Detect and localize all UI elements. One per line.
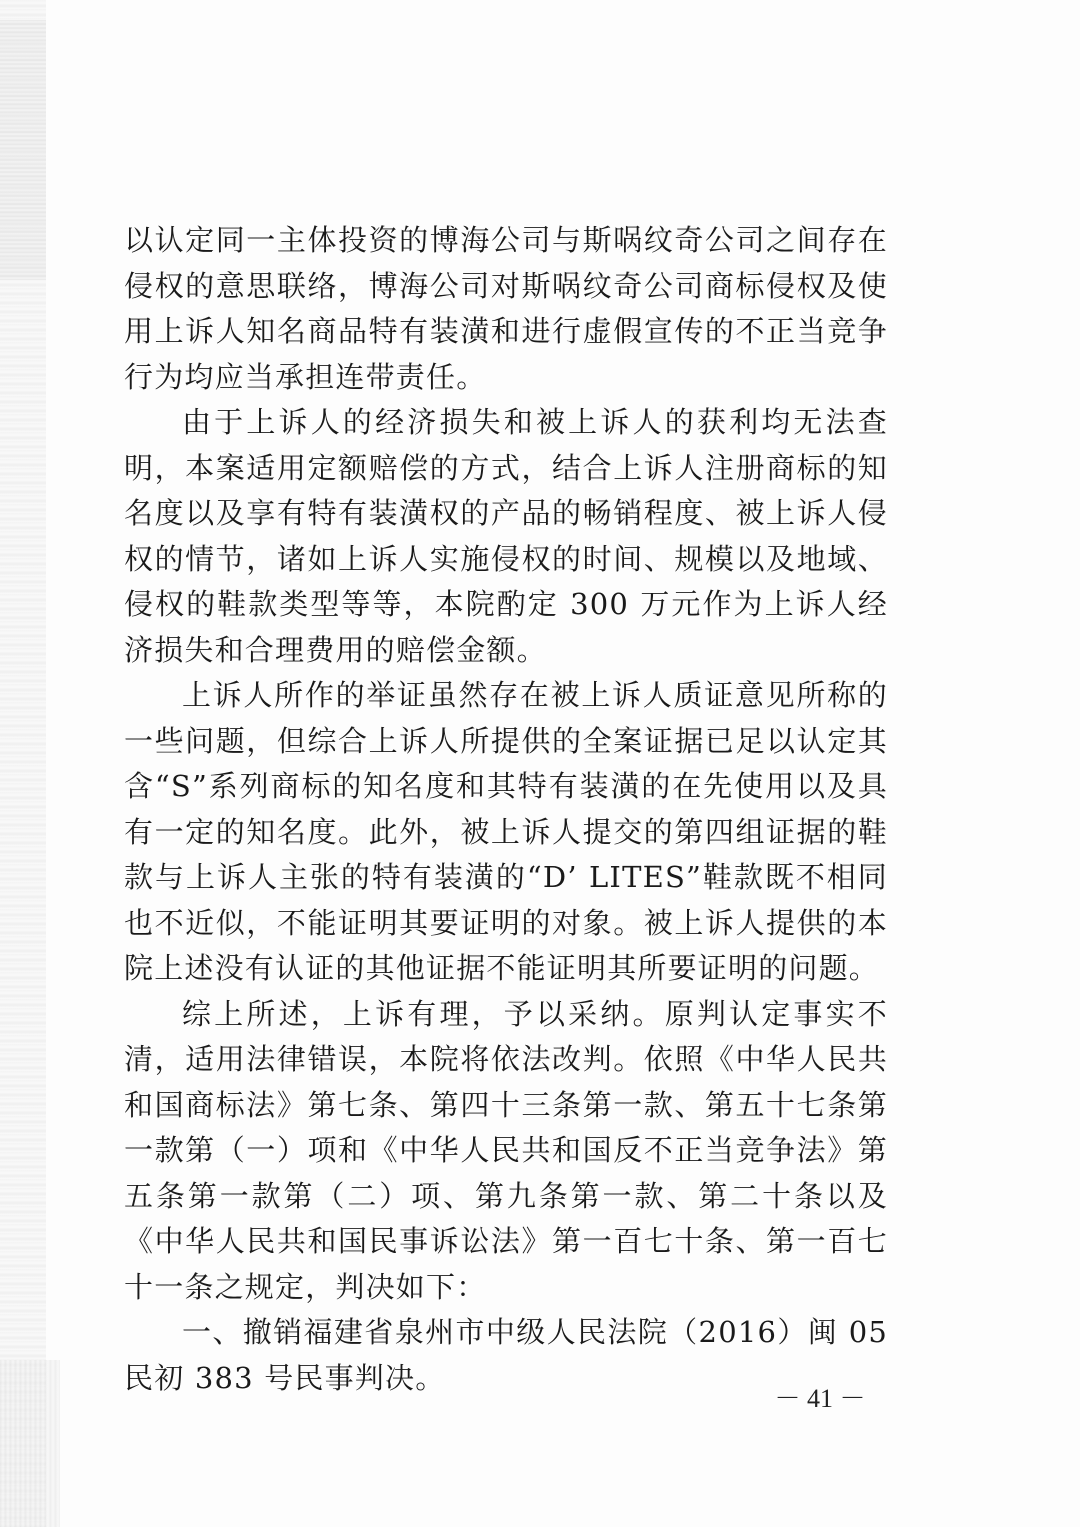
paragraph-continuation: 以认定同一主体投资的博海公司与斯㖞纹奇公司之间存在侵权的意思联络，博海公司对斯㖞纹奇公司商标侵权及使用上诉人知名商品特有装潢和进行虚假宣传的不正当竞争行为均应当承担连带责任。	[124, 223, 888, 394]
page-number: － 41 －	[774, 1384, 866, 1413]
paragraph-damages: 由于上诉人的经济损失和被上诉人的获利均无法查明，本案适用定额赔偿的方式，结合上诉人注册商标的知名度以及享有特有装潢权的产品的畅销程度、被上诉人侵权的情节，诸如上诉人实施侵权的时间、规模以及地域、侵权的鞋款类型等等，本院酌定 300 万元作为上诉人经济损失和合理费用的赔偿金额。	[124, 405, 888, 667]
paragraph-conclusion: 综上所述，上诉有理，予以采纳。原判认定事实不清，适用法律错误，本院将依法改判。依照《中华人民共和国商标法》第七条、第四十三条第一款、第五十七条第一款第（一）项和《中华人民共和国反不正当竞争法》第五条第一款第（二）项、第九条第一款、第二十条以及《中华人民共和国民事诉讼法》第一百七十条、第一百七十一条之规定，判决如下：	[124, 996, 888, 1304]
paragraph-judgment-item-1: 一、撤销福建省泉州市中级人民法院（2016）闽 05 民初 383 号民事判决。	[124, 1315, 888, 1395]
paragraph-evidence: 上诉人所作的举证虽然存在被上诉人质证意见所称的一些问题，但综合上诉人所提供的全案证据已足以认定其含“S”系列商标的知名度和其特有装潢的在先使用以及具有一定的知名度。此外，被上诉人提交的第四组证据的鞋款与上诉人主张的特有装潢的“D’ LITES”鞋款既不相同也不近似，不能证明其要证明的对象。被上诉人提供的本院上述没有认证的其他证据不能证明其所要证明的问题。	[124, 678, 888, 985]
scan-edge-noise-bottom	[0, 1360, 60, 1527]
scan-edge-noise-top	[0, 20, 46, 280]
document-body	[124, 218, 888, 1401]
